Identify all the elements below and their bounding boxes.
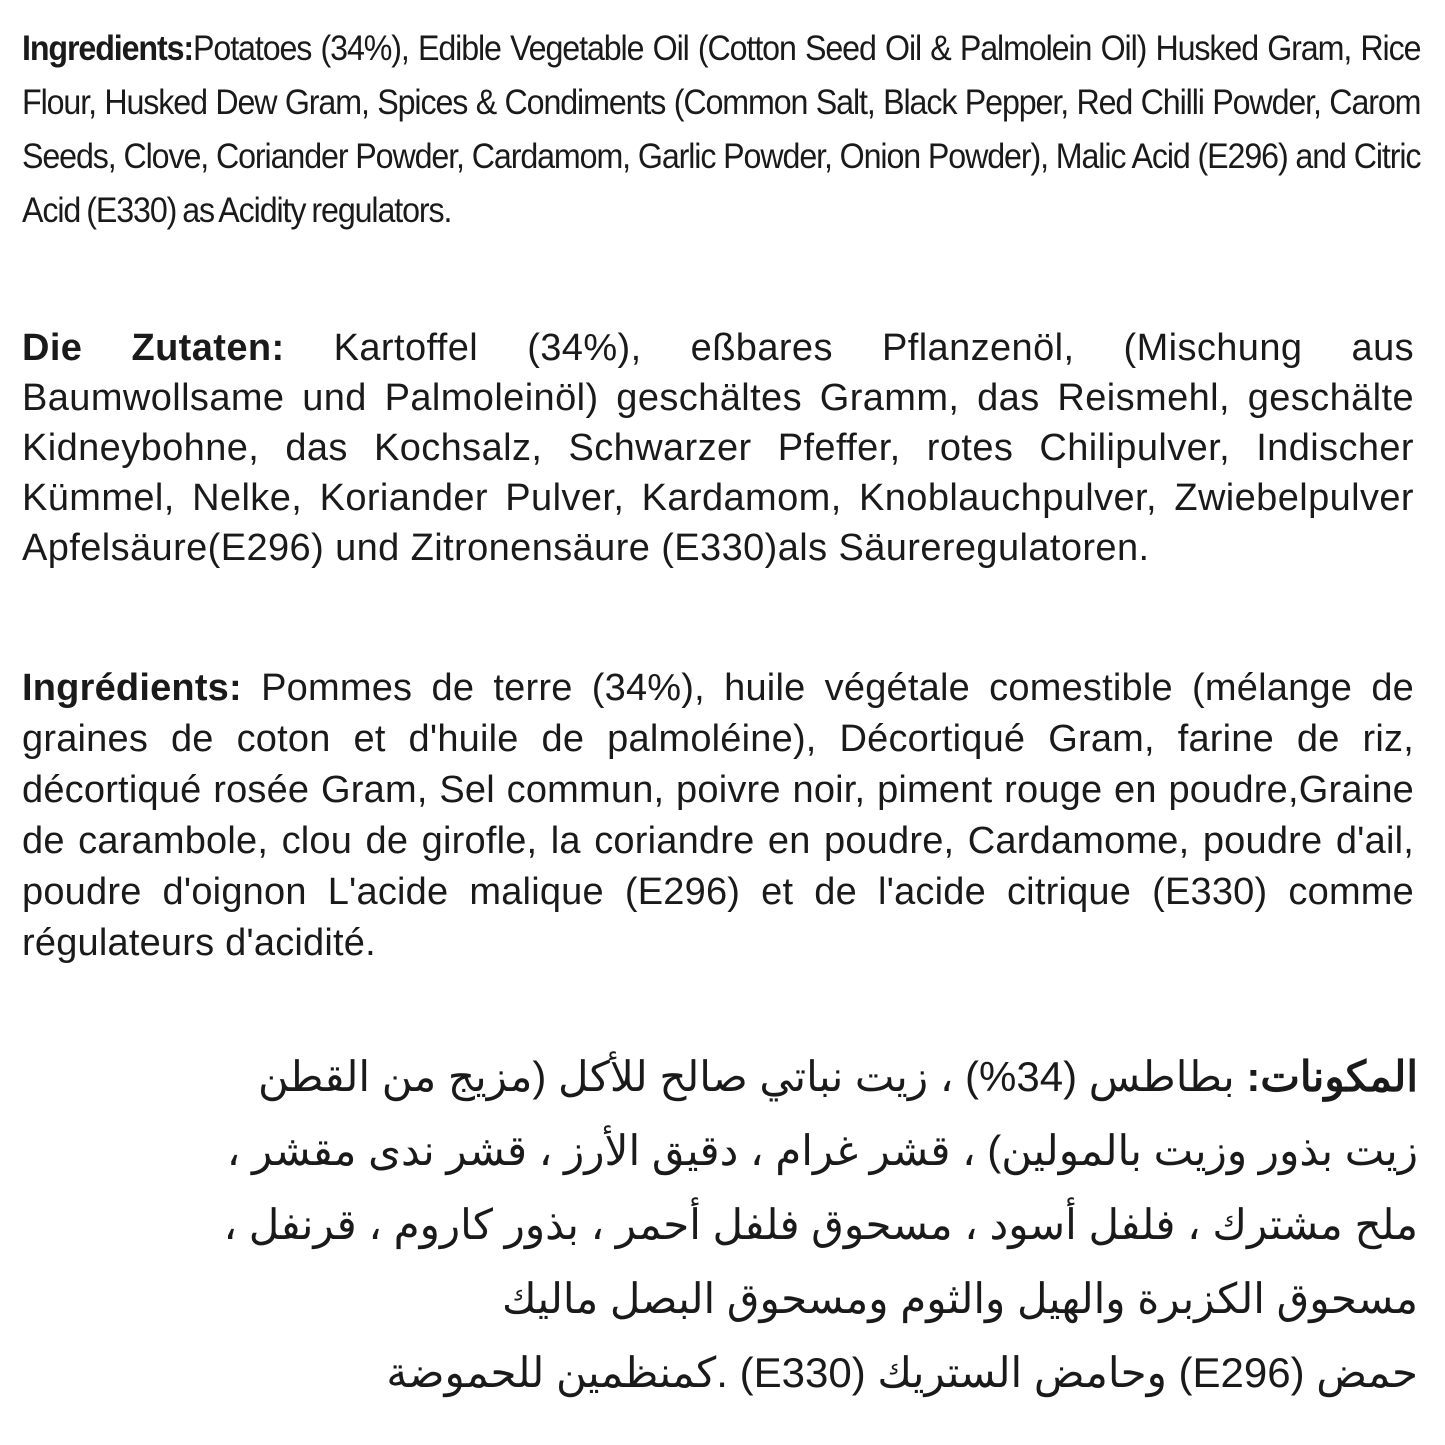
ingredients-german-text: Kartoffel (34%), eßbares Pflanzenöl, (Mischung aus Baumwollsame und Palmoleinöl) geschältes Gramm, das Reismehl, geschälte Kidneybohne, das Kochsalz, Schwarzer Pfeffer, rotes Chilipulver, Indischer Kümmel, Nelke, Koriander Pulver, Kardamom, Knoblauchpulver, Zwiebelpulver Apfelsäure(E296) und Zitronensäure (E330)als Säureregulatoren. — [22, 327, 1415, 569]
ingredients-arabic — [22, 1040, 1418, 1410]
ingredients-german — [22, 323, 1414, 573]
ingredients-english — [22, 22, 1420, 238]
ingredients-arabic-line-5: حمض (E296) وحامض الستريك (E330) .كمنظمين للحموضة — [386, 1349, 1418, 1396]
ingredients-english-text: Potatoes (34%), Edible Vegetable Oil (Cotton Seed Oil & Palmolein Oil) Husked Gram, Rice Flour, Husked Dew Gram, Spices & Condiments (Common Salt, Black Pepper, Red Chilli Powder, Carom Seeds, Clove, Coriander Powder, Cardamom, Garlic Powder, Onion Powder), Malic Acid (E296) and Citric Acid (E330) as Acidity regulators. — [22, 29, 1421, 230]
ingredients-french — [22, 663, 1414, 969]
ingredients-arabic-label: المكونات: — [1246, 1053, 1418, 1100]
ingredients-french-label: Ingrédients: — [22, 667, 242, 709]
ingredients-arabic-line-4: مسحوق الكزبرة والهيل والثوم ومسحوق البصل ماليك — [502, 1275, 1418, 1322]
ingredients-arabic-line-1 — [22, 1040, 1418, 1114]
ingredients-german-label: Die Zutaten: — [22, 327, 285, 369]
ingredients-arabic-line-2: زيت بذور وزيت بالمولين) ، قشر غرام ، دقيق الأرز ، قشر ندى مقشر ، — [226, 1127, 1418, 1174]
ingredients-english-label: Ingredients: — [22, 29, 194, 68]
ingredients-french-text: Pommes de terre (34%), huile végétale comestible (mélange de graines de coton et d'huile de palmoléine), Décortiqué Gram, farine de riz, décortiqué rosée Gram, Sel commun, poivre noir, piment rouge en poudre,Graine de carambole, clou de girofle, la coriandre en poudre, Cardamome, poudre d'ail, poudre d'oignon L'acide malique (E296) et de l'acide citrique (E330) comme régulateurs d'acidité. — [22, 667, 1414, 964]
ingredients-arabic-text-1: بطاطس (34%) ، زيت نباتي صالح للأكل (مزيج من القطن — [257, 1053, 1247, 1100]
ingredients-arabic-line-3: ملح مشترك ، فلفل أسود ، مسحوق فلفل أحمر ، بذور كاروم ، قرنفل ، — [223, 1201, 1418, 1248]
